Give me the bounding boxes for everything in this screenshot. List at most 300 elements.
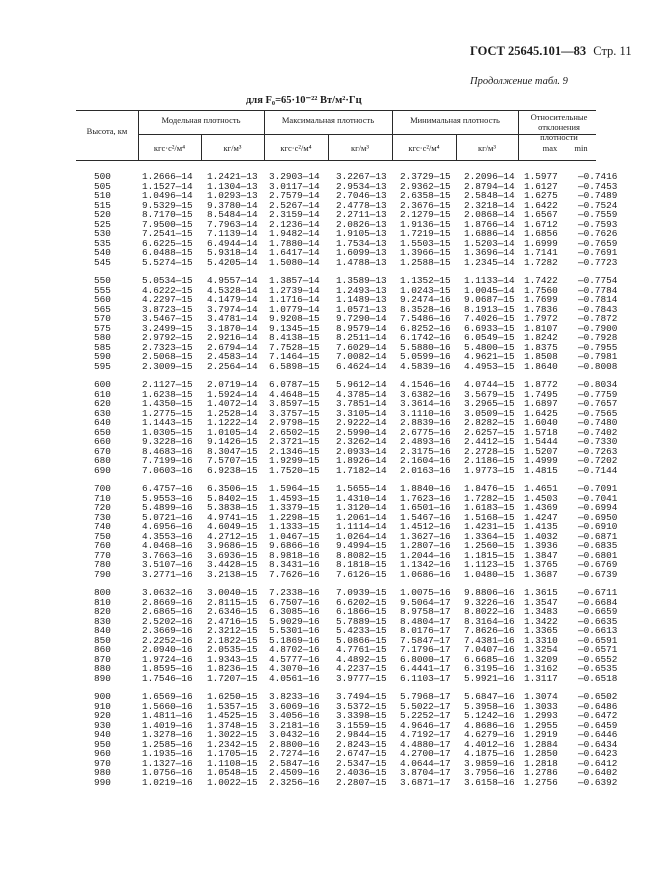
cell-r1: 1.5977 — [524, 171, 558, 182]
cell-r1: 1.5207 — [524, 445, 558, 457]
cell-m1: 5.5274—15 — [142, 256, 193, 268]
cell-n2: 1.6183—15 — [464, 502, 515, 513]
cell-r1: 1.6712 — [524, 218, 558, 230]
cell-n1: 2.3729—15 — [400, 171, 451, 182]
table-continuation-label: Продолжение табл. 9 — [470, 76, 568, 87]
column-model-kg — [207, 172, 258, 787]
cell-m2: 3.9686—15 — [207, 540, 258, 551]
cell-x1: 1.5964—15 — [269, 483, 320, 494]
cell-r2: —0.7814 — [578, 294, 618, 305]
cell-r2: —0.7330 — [578, 436, 618, 447]
cell-r1: 1.3117 — [524, 672, 558, 684]
unit-rel-max: max — [542, 143, 558, 153]
column-min-kg — [464, 172, 515, 787]
cell-h: 570 — [94, 313, 111, 324]
cell-n1: 6.1742—16 — [400, 332, 451, 343]
cell-h: 550 — [94, 275, 111, 286]
cell-r1: 1.6275 — [524, 190, 558, 201]
cell-n1: 1.8840—16 — [400, 483, 451, 494]
unit-model-kg: кг/м³ — [223, 143, 242, 153]
cell-x1: 1.9482—14 — [269, 228, 320, 239]
cell-r2: —0.6591 — [578, 634, 618, 646]
cell-r1: 1.3422 — [524, 615, 558, 627]
cell-x1: 1.0779—14 — [269, 303, 320, 315]
cell-n1: 1.3966—15 — [400, 247, 451, 258]
cell-n2: 1.2345—14 — [464, 256, 515, 268]
cell-r1: 1.8640 — [524, 360, 558, 372]
cell-n2: 1.8766—14 — [464, 218, 515, 230]
cell-n1: 5.0599—16 — [400, 351, 451, 362]
cell-m1: 1.0305—15 — [142, 426, 193, 438]
cell-r1: 1.4999 — [524, 455, 558, 466]
cell-m2: 1.1222—14 — [207, 417, 258, 428]
cell-x1: 4.0561—16 — [269, 672, 320, 684]
cell-m2: 1.5924—14 — [207, 388, 258, 400]
cell-h: 555 — [94, 284, 111, 296]
cell-n2: 5.6847—16 — [464, 691, 515, 702]
cell-m2: 6.9238—15 — [207, 464, 258, 476]
cell-h: 830 — [94, 615, 111, 627]
cell-n2: 2.1186—15 — [464, 455, 515, 466]
cell-m2: 1.5357—15 — [207, 700, 258, 712]
cell-x2: 5.4233—15 — [336, 625, 387, 636]
cell-h: 600 — [94, 379, 111, 390]
cell-x2: 6.6202—15 — [336, 596, 387, 608]
cell-n1: 3.6382—16 — [400, 388, 451, 400]
cell-h: 575 — [94, 322, 111, 334]
cell-m2: 2.3212—15 — [207, 625, 258, 636]
cell-n2: 8.1913—15 — [464, 303, 515, 315]
cell-r1: 1.3033 — [524, 700, 558, 712]
cell-x1: 5.5301—16 — [269, 625, 320, 636]
cell-n2: 2.0868—14 — [464, 209, 515, 220]
cell-x2: 2.2711—13 — [336, 209, 387, 220]
cell-m1: 1.5660—16 — [142, 700, 193, 712]
cell-r1: 1.3074 — [524, 691, 558, 702]
cell-h: 585 — [94, 341, 111, 353]
cell-x2: 9.7290—14 — [336, 313, 387, 324]
cell-m2: 2.0719—14 — [207, 379, 258, 390]
cell-n1: 4.9646—17 — [400, 719, 451, 731]
cell-h: 545 — [94, 256, 111, 268]
cell-n1: 1.9136—15 — [400, 218, 451, 230]
cell-m2: 2.8115—15 — [207, 596, 258, 608]
cell-r2: —0.7489 — [578, 190, 618, 201]
cell-h: 640 — [94, 417, 111, 428]
cell-m1: 4.3553—16 — [142, 530, 193, 542]
cell-m2: 4.9557—14 — [207, 275, 258, 286]
cell-m1: 2.6865—16 — [142, 606, 193, 617]
cell-x1: 9.6866—16 — [269, 540, 320, 551]
cell-n1: 1.5503—15 — [400, 237, 451, 249]
unit-min-kg: кг/м³ — [478, 143, 496, 153]
cell-h: 520 — [94, 209, 111, 220]
cell-m1: 3.7663—16 — [142, 549, 193, 561]
cell-n2: 1.1133—14 — [464, 275, 515, 286]
cell-n2: 9.8806—16 — [464, 587, 515, 598]
cell-r2: —0.6801 — [578, 549, 618, 561]
cell-m1: 3.5107—16 — [142, 559, 193, 570]
cell-x1: 2.9798—15 — [269, 417, 320, 428]
cell-n1: 7.1796—17 — [400, 644, 451, 655]
cell-x1: 3.2903—14 — [269, 171, 320, 182]
cell-n1: 3.3614—16 — [400, 398, 451, 409]
cell-n2: 7.8626—16 — [464, 625, 515, 636]
cell-n2: 4.9621—15 — [464, 351, 515, 362]
cell-x2: 2.0826—13 — [336, 218, 387, 230]
cell-m2: 3.4428—15 — [207, 559, 258, 570]
cell-n2: 4.6279—16 — [464, 729, 515, 740]
cell-h: 535 — [94, 237, 111, 249]
cell-m2: 5.8402—15 — [207, 492, 258, 504]
cell-x1: 7.1464—15 — [269, 351, 320, 362]
cell-m1: 1.6238—15 — [142, 388, 193, 400]
cell-r1: 1.3765 — [524, 559, 558, 570]
cell-r2: —0.6446 — [578, 729, 618, 740]
col-header-model: Модельная плотность — [161, 115, 241, 125]
cell-n2: 9.0687—15 — [464, 294, 515, 305]
cell-m1: 7.7199—16 — [142, 455, 193, 466]
cell-n1: 7.5486—16 — [400, 313, 451, 324]
cell-r2: —0.7416 — [578, 171, 618, 182]
cell-n2: 1.3364—15 — [464, 530, 515, 542]
cell-x2: 4.2237—15 — [336, 663, 387, 674]
cell-r2: —0.7657 — [578, 398, 618, 409]
cell-r1: 1.6567 — [524, 209, 558, 220]
cell-r1: 1.3847 — [524, 549, 558, 561]
cell-h: 730 — [94, 511, 111, 523]
cell-r1: 1.4815 — [524, 464, 558, 476]
cell-h: 970 — [94, 757, 111, 769]
cell-x1: 2.3159—14 — [269, 209, 320, 220]
cell-h: 750 — [94, 530, 111, 542]
cell-n1: 1.3627—16 — [400, 530, 451, 542]
cell-h: 670 — [94, 445, 111, 457]
cell-n1: 5.2252—17 — [400, 710, 451, 721]
cell-m1: 1.4811—16 — [142, 710, 193, 721]
cell-x2: 1.3120—14 — [336, 502, 387, 513]
cell-r1: 1.2756 — [524, 776, 558, 788]
cell-m2: 1.7207—15 — [207, 672, 258, 684]
cell-h: 790 — [94, 568, 111, 580]
cell-h: 870 — [94, 653, 111, 665]
cell-r2: —0.6994 — [578, 502, 618, 513]
cell-r2: —0.7041 — [578, 492, 618, 504]
cell-x2: 7.6029—14 — [336, 341, 387, 353]
cell-n2: 3.0509—15 — [464, 407, 515, 419]
cell-m2: 3.7974—14 — [207, 303, 258, 315]
cell-n1: 6.8000—17 — [400, 653, 451, 665]
cell-r2: —0.6950 — [578, 511, 618, 523]
cell-n2: 6.3195—16 — [464, 663, 515, 674]
cell-r1: 1.3209 — [524, 653, 558, 665]
cell-r1: 1.8107 — [524, 322, 558, 334]
cell-r1: 1.3365 — [524, 625, 558, 636]
cell-r2: —0.6486 — [578, 700, 618, 712]
cell-m2: 1.2421—13 — [207, 171, 258, 182]
cell-m1: 3.8723—15 — [142, 303, 193, 315]
cell-x2: 1.5655—14 — [336, 483, 387, 494]
cell-x2: 1.0264—14 — [336, 530, 387, 542]
cell-h: 680 — [94, 455, 111, 466]
cell-m1: 3.2771—16 — [142, 568, 193, 580]
cell-x2: 3.3105—14 — [336, 407, 387, 419]
column-model-kgs — [142, 172, 193, 787]
cell-x2: 2.9534—13 — [336, 180, 387, 192]
cell-n1: 1.2807—16 — [400, 540, 451, 551]
cell-m1: 1.2585—16 — [142, 738, 193, 750]
cell-m1: 3.2499—15 — [142, 322, 193, 334]
cell-n1: 4.1546—16 — [400, 379, 451, 390]
cell-n1: 8.4804—17 — [400, 615, 451, 627]
cell-r1: 1.7495 — [524, 388, 558, 400]
cell-m2: 1.1705—15 — [207, 748, 258, 759]
cell-m1: 1.3278—16 — [142, 729, 193, 740]
cell-r1: 1.4135 — [524, 521, 558, 532]
cell-r2: —0.6635 — [578, 615, 618, 627]
cell-r2: —0.7691 — [578, 247, 618, 258]
cell-x2: 7.0082—14 — [336, 351, 387, 362]
cell-m2: 3.0040—15 — [207, 587, 258, 598]
cell-m2: 1.1108—15 — [207, 757, 258, 769]
cell-m1: 7.2541—15 — [142, 228, 193, 239]
cell-m2: 8.3047—15 — [207, 445, 258, 457]
cell-n2: 2.8794—14 — [464, 180, 515, 192]
cell-m1: 1.0496—14 — [142, 190, 193, 201]
cell-x1: 2.1236—14 — [269, 218, 320, 230]
cell-h: 595 — [94, 360, 111, 372]
cell-m2: 6.3506—15 — [207, 483, 258, 494]
cell-n2: 4.4953—15 — [464, 360, 515, 372]
cell-m1: 2.8669—16 — [142, 596, 193, 608]
cell-x1: 2.6502—15 — [269, 426, 320, 438]
cell-x2: 9.4994—15 — [336, 540, 387, 551]
cell-x1: 6.5898—15 — [269, 360, 320, 372]
cell-n2: 1.9773—15 — [464, 464, 515, 476]
cell-r1: 1.2786 — [524, 767, 558, 778]
cell-r2: —0.6535 — [578, 663, 618, 674]
cell-x1: 2.1346—15 — [269, 445, 320, 457]
cell-m1: 1.2775—15 — [142, 407, 193, 419]
cell-x1: 1.7880—14 — [269, 237, 320, 249]
cell-x2: 2.9222—14 — [336, 417, 387, 428]
cell-h: 740 — [94, 521, 111, 532]
cell-x1: 9.1345—15 — [269, 322, 320, 334]
cell-n2: 1.1815—15 — [464, 549, 515, 561]
cell-x2: 1.3589—13 — [336, 275, 387, 286]
cell-r1: 1.7141 — [524, 247, 558, 258]
cell-x2: 8.2511—14 — [336, 332, 387, 343]
cell-n1: 8.9758—17 — [400, 606, 451, 617]
cell-n2: 4.0744—15 — [464, 379, 515, 390]
cell-m1: 1.2666—14 — [142, 171, 193, 182]
cell-m2: 1.3748—15 — [207, 719, 258, 731]
cell-r1: 1.3615 — [524, 587, 558, 598]
cell-n2: 5.4800—15 — [464, 341, 515, 353]
cell-h: 700 — [94, 483, 111, 494]
cell-x2: 1.1489—13 — [336, 294, 387, 305]
cell-x1: 1.2739—14 — [269, 284, 320, 296]
cell-r1: 1.2818 — [524, 757, 558, 769]
cell-h: 770 — [94, 549, 111, 561]
cell-n1: 2.1279—15 — [400, 209, 451, 220]
cell-x1: 5.1869—16 — [269, 634, 320, 646]
cell-r2: —0.7754 — [578, 275, 618, 286]
cell-r2: —0.6835 — [578, 540, 618, 551]
cell-x2: 1.1114—14 — [336, 521, 387, 532]
cell-x2: 3.7494—15 — [336, 691, 387, 702]
cell-r1: 1.6040 — [524, 417, 558, 428]
cell-h: 540 — [94, 247, 111, 258]
col-sep-4 — [518, 110, 519, 160]
cell-r2: —0.7928 — [578, 332, 618, 343]
cell-r2: —0.7593 — [578, 218, 618, 230]
cell-n1: 1.6501—16 — [400, 502, 451, 513]
cell-h: 880 — [94, 663, 111, 674]
cell-n2: 6.6685—16 — [464, 653, 515, 665]
cell-n2: 1.6886—14 — [464, 228, 515, 239]
cell-x2: 2.0933—14 — [336, 445, 387, 457]
cell-x1: 5.9029—16 — [269, 615, 320, 627]
cell-x1: 2.3721—15 — [269, 436, 320, 447]
cell-r2: —0.8034 — [578, 379, 618, 390]
cell-r1: 1.7699 — [524, 294, 558, 305]
cell-m1: 2.7323—15 — [142, 341, 193, 353]
cell-n1: 4.0644—17 — [400, 757, 451, 769]
cell-m1: 1.0756—16 — [142, 767, 193, 778]
cell-r1: 1.8375 — [524, 341, 558, 353]
cell-m1: 1.8595—16 — [142, 663, 193, 674]
cell-x1: 2.7274—16 — [269, 748, 320, 759]
cell-r1: 1.8242 — [524, 332, 558, 343]
unit-max-kg: кг/м³ — [351, 143, 369, 153]
cell-m1: 7.9500—15 — [142, 218, 193, 230]
cell-x2: 5.9612—14 — [336, 379, 387, 390]
cell-r1: 1.3483 — [524, 606, 558, 617]
cell-n2: 5.3958—16 — [464, 700, 515, 712]
cell-x2: 3.5372—15 — [336, 700, 387, 712]
cell-m2: 9.1426—15 — [207, 436, 258, 447]
cell-r1: 1.2955 — [524, 719, 558, 731]
cell-x2: 2.3262—14 — [336, 436, 387, 447]
cell-x2: 5.0866—15 — [336, 634, 387, 646]
cell-n2: 4.4012—16 — [464, 738, 515, 750]
cell-x2: 2.4036—15 — [336, 767, 387, 778]
cell-h: 940 — [94, 729, 111, 740]
col-header-relative: Относительные отклонения плотности — [530, 112, 588, 142]
cell-m1: 6.0488—15 — [142, 247, 193, 258]
cell-m2: 1.2528—14 — [207, 407, 258, 419]
cell-m2: 1.6250—15 — [207, 691, 258, 702]
cell-n2: 2.2728—15 — [464, 445, 515, 457]
cell-m2: 4.9741—15 — [207, 511, 258, 523]
cell-n2: 1.2560—15 — [464, 540, 515, 551]
cell-x1: 8.3431—16 — [269, 559, 320, 570]
cell-h: 810 — [94, 596, 111, 608]
cell-n1: 5.5022—17 — [400, 700, 451, 712]
cell-m2: 1.4525—15 — [207, 710, 258, 721]
cell-r1: 1.6127 — [524, 180, 558, 192]
cell-m2: 1.3022—15 — [207, 729, 258, 740]
cell-r2: —0.6412 — [578, 757, 618, 769]
cell-r1: 1.8772 — [524, 379, 558, 390]
cell-x1: 6.3085—16 — [269, 606, 320, 617]
cell-r2: —0.6910 — [578, 521, 618, 532]
cell-r2: —0.6502 — [578, 691, 618, 702]
cell-n1: 2.9362—15 — [400, 180, 451, 192]
cell-r1: 1.3936 — [524, 540, 558, 551]
col-header-max: Максимальная плотность — [281, 115, 375, 125]
cell-x2: 4.4892—15 — [336, 653, 387, 665]
cell-n2: 1.4231—15 — [464, 521, 515, 532]
cell-m2: 7.1139—14 — [207, 228, 258, 239]
cell-x2: 1.9105—13 — [336, 228, 387, 239]
cell-h: 710 — [94, 492, 111, 504]
cell-x1: 1.3857—14 — [269, 275, 320, 286]
cell-m1: 9.3228—16 — [142, 436, 193, 447]
cell-m1: 5.9553—16 — [142, 492, 193, 504]
rule-bottom — [76, 160, 596, 161]
col-header-min: Минимальная плотность — [410, 115, 500, 125]
cell-r1: 1.7560 — [524, 284, 558, 296]
cell-n1: 1.1352—15 — [400, 275, 451, 286]
cell-n1: 2.0163—16 — [400, 464, 451, 476]
cell-h: 920 — [94, 710, 111, 721]
cell-h: 650 — [94, 426, 111, 438]
cell-n1: 2.3175—16 — [400, 445, 451, 457]
cell-r1: 1.6897 — [524, 398, 558, 409]
column-height — [94, 172, 111, 787]
cell-r2: —0.6613 — [578, 625, 618, 636]
cell-x1: 2.5267—14 — [269, 199, 320, 211]
cell-r1: 1.6422 — [524, 199, 558, 211]
cell-n2: 2.8282—15 — [464, 417, 515, 428]
cell-x2: 2.4778—13 — [336, 199, 387, 211]
cell-x2: 1.7534—13 — [336, 237, 387, 249]
cell-r2: —0.7144 — [578, 464, 618, 476]
unit-max-kgs: кгс·с²/м⁴ — [280, 143, 312, 153]
cell-r2: —0.7202 — [578, 455, 618, 466]
cell-m2: 5.9318—14 — [207, 247, 258, 258]
cell-x1: 6.0787—15 — [269, 379, 320, 390]
cell-r2: —0.6684 — [578, 596, 618, 608]
cell-r2: —0.6739 — [578, 568, 618, 580]
cell-x2: 3.2267—13 — [336, 171, 387, 182]
cell-x1: 4.3070—16 — [269, 663, 320, 674]
cell-x1: 9.9208—15 — [269, 313, 320, 324]
cell-x2: 2.5990—14 — [336, 426, 387, 438]
cell-h: 500 — [94, 171, 111, 182]
cell-r1: 1.4651 — [524, 483, 558, 494]
cell-r1: 1.4369 — [524, 502, 558, 513]
cell-x1: 4.4648—15 — [269, 388, 320, 400]
cell-x1: 3.8597—15 — [269, 398, 320, 409]
cell-n1: 2.6358—15 — [400, 190, 451, 201]
cell-m1: 1.1327—16 — [142, 757, 193, 769]
cell-r2: —0.7723 — [578, 256, 618, 268]
column-rel-max — [524, 172, 558, 787]
cell-n1: 1.7623—16 — [400, 492, 451, 504]
cell-m2: 5.4205—14 — [207, 256, 258, 268]
cell-n2: 8.3164—16 — [464, 615, 515, 627]
cell-m2: 1.4072—14 — [207, 398, 258, 409]
cell-n2: 7.0407—16 — [464, 644, 515, 655]
cell-h: 505 — [94, 180, 111, 192]
cell-x1: 7.7626—16 — [269, 568, 320, 580]
cell-m2: 2.4716—15 — [207, 615, 258, 627]
cell-n2: 3.9859—16 — [464, 757, 515, 769]
cell-h: 580 — [94, 332, 111, 343]
